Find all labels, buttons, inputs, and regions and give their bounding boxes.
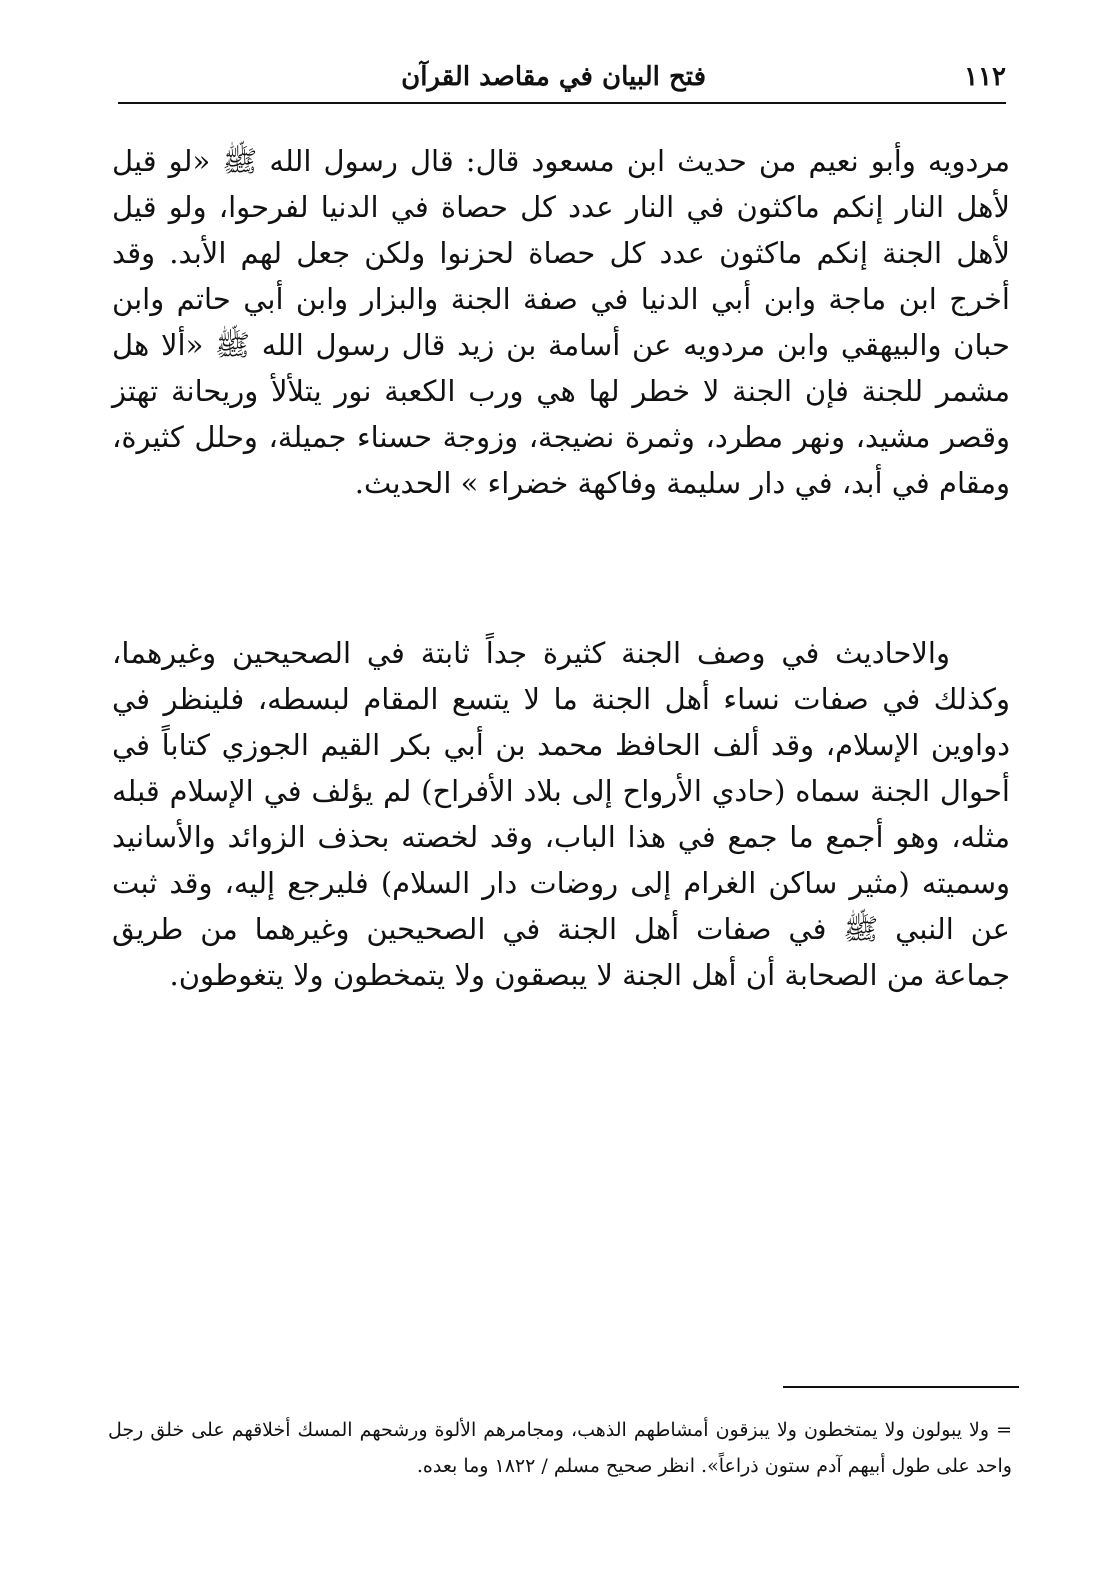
page-header — [118, 58, 1006, 104]
body-paragraph-2-text: والاحاديث في وصف الجنة كثيرة جداً ثابتة في الصحيحين وغيرهما، وكذلك في صفات نساء أهل الجنة ما لا يتسع المقام لبسطه، فلينظر في دواوين الإسلام، وقد ألف الحافظ محمد بن أبي بكر القيم الجوزي كتاباً في أحوال الجنة سماه (حادي الأرواح إلى بلاد الأفراح) لم يؤلف في الإسلام قبله مثله، وهو أجمع ما جمع في هذا الباب، وقد لخصته بحذف الزوائد والأسانيد وسميته (مثير ساكن الغرام إلى روضات دار السلام) فليرجع إليه، وقد ثبت عن النبي ﷺ في صفات أهل الجنة في الصحيحين وغيرهما من طريق جماعة من الصحابة أن أهل الجنة لا يبصقون ولا يتمخطون ولا يتغوطون. — [112, 636, 1010, 992]
footnote: = ولا يبولون ولا يمتخطون ولا يبزقون أمشاطهم الذهب، ومجامرهم الألوة ورشحهم المسك أخلاقهم على خلق رجل واحد على طول أبيهم آدم ستون ذراعاً». انظر صحيح مسلم / ١٨٢٢ وما بعده. — [108, 1419, 1012, 1477]
page-number: ١١٢ — [964, 62, 1006, 92]
body-paragraph-2 — [112, 630, 1010, 998]
body-paragraph-1: مردويه وأبو نعيم من حديث ابن مسعود قال: قال رسول الله ﷺ «لو قيل لأهل النار إنكم ماكثون في النار عدد كل حصاة في الدنيا لفرحوا، ولو قيل لأهل الجنة إنكم ماكثون عدد كل حصاة لحزنوا ولكن جعل لهم الأبد. وقد أخرج ابن ماجة وابن أبي الدنيا في صفة الجنة والبزار وابن أبي حاتم وابن حبان والبيهقي وابن مردويه عن أسامة بن زيد قال رسول الله ﷺ «ألا هل مشمر للجنة فإن الجنة لا خطر لها هي ورب الكعبة نور يتلألأ وريحانة تهتز وقصر مشيد، ونهر مطرد، وثمرة نضيجة، وزوجة حسناء جميلة، وحلل كثيرة، ومقام في أبد، في دار سليمة وفاكهة خضراء » الحديث. — [112, 144, 1010, 500]
running-title: فتح البيان في مقاصد القرآن — [401, 62, 706, 92]
footnote-separator — [783, 1386, 1019, 1388]
